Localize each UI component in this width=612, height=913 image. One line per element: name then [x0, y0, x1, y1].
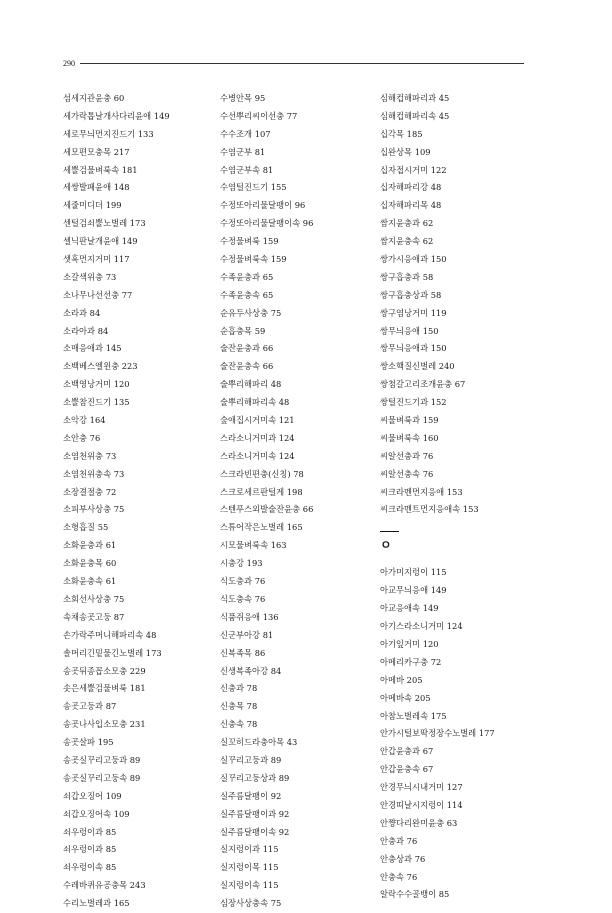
index-entry: 시모물벼룩속 163: [220, 540, 287, 551]
index-entry: 쌈지윤충과 62: [380, 218, 434, 229]
index-entry: 알락수수골뱅이 85: [380, 889, 450, 900]
index-entry: 안가시털보딱정장수노벌레 177: [380, 728, 495, 739]
index-entry: 쌍첨갈고리조개윤충 67: [380, 379, 466, 390]
index-entry: 아기스라소니거미 124: [380, 621, 463, 632]
index-entry: 안갑윤충과 67: [380, 746, 434, 757]
index-entry: 소화윤충속 61: [63, 576, 117, 587]
index-entry: 신군부아강 81: [220, 629, 274, 640]
index-entry: 씨크라멘먼지응애 153: [380, 486, 463, 497]
index-entry: 아교무늬응애 149: [380, 585, 447, 596]
index-entry: 수염군부 81: [220, 146, 266, 157]
index-entry: 쌍구흡충과 58: [380, 271, 434, 282]
index-entry: 실꾸리고둥과 89: [220, 754, 282, 765]
index-entry: 십각목 185: [380, 128, 423, 139]
index-entry: 소갈색위충 73: [63, 271, 117, 282]
index-entry: 세가락톱날개사다리윤애 149: [63, 110, 170, 121]
index-entry: 십자해파리목 48: [380, 200, 442, 211]
index-entry: 술잔윤충과 66: [220, 343, 274, 354]
index-entry: 센털검쇠뿔노벌레 173: [63, 218, 146, 229]
index-entry: 식도충속 76: [220, 593, 266, 604]
index-entry: 십자접시거미 122: [380, 164, 447, 175]
index-entry: 손가락주머니해파리속 48: [63, 629, 157, 640]
index-entry: 실꼬히드라충아목 43: [220, 737, 298, 748]
index-entry: 십자해파리강 48: [380, 182, 442, 193]
index-column-3: [380, 90, 495, 904]
index-entry: 스텐푸스외발술잔윤충 66: [220, 504, 314, 515]
index-entry: 소백베스엘윈충 223: [63, 361, 138, 372]
index-entry: 송곳고둥과 87: [63, 701, 117, 712]
index-entry: 수수조개 107: [220, 128, 271, 139]
index-entry: 안경띠날시지렁이 114: [380, 799, 463, 810]
index-entry: 신생복족아강 84: [220, 665, 282, 676]
index-entry: 아기잎거미 120: [380, 638, 439, 649]
index-entry: 소라아과 84: [63, 325, 109, 336]
index-entry: 식품쥐응애 136: [220, 611, 279, 622]
index-entry: 소피부사상충 75: [63, 504, 125, 515]
index-entry: 아메바 205: [380, 674, 423, 685]
index-entry: 신충과 78: [220, 683, 258, 694]
index-entry: 십완상목 109: [380, 146, 431, 157]
index-entry: 씨물벼룩과 159: [380, 415, 439, 426]
index-column-1: [63, 90, 170, 913]
index-entry: 아메리카구충 72: [380, 656, 442, 667]
index-entry: 쇠우렁이과 85: [63, 826, 117, 837]
index-entry: 실주름달팽이과 92: [220, 808, 290, 819]
index-entry: 쌈지윤충속 62: [380, 236, 434, 247]
index-entry: 소라과 84: [63, 307, 101, 318]
index-entry: 소나무나선선충 77: [63, 289, 133, 300]
index-entry: 실지렁이과 115: [220, 844, 279, 855]
index-entry: 쌍구염낭거미 119: [380, 307, 447, 318]
index-entry: 쌍털진드기과 152: [380, 397, 447, 408]
index-entry: 실지렁이속 115: [220, 880, 279, 891]
index-entry: 수선뿌리씨이선충 77: [220, 110, 298, 121]
index-entry: 스라소니거미과 124: [220, 432, 295, 443]
index-entry: 시충강 193: [220, 558, 263, 569]
index-entry: 쇠갑오징어 109: [63, 790, 122, 801]
index-entry: 송곳뒤종꼽소모충 229: [63, 665, 146, 676]
index-column-3-lower: [380, 564, 495, 904]
index-entry: 씨알선충속 76: [380, 468, 434, 479]
index-entry: 수레바퀴유공충목 243: [63, 880, 146, 891]
index-entry: 스튜어작은노벌레 165: [220, 522, 303, 533]
index-entry: 안경무늬시내거미 127: [380, 782, 463, 793]
index-entry: 쌍무늬응애 150: [380, 325, 439, 336]
index-entry: 소뿔참진드기 135: [63, 397, 130, 408]
index-entry: 안갑윤충속 67: [380, 764, 434, 775]
index-entry: 쇠우렁이속 85: [63, 862, 117, 873]
index-entry: 식도충과 76: [220, 576, 266, 587]
index-entry: 쇠우렁이과 85: [63, 844, 117, 855]
index-entry: 안충상과 76: [380, 853, 426, 864]
index-entry: 소백영낭거미 120: [63, 379, 130, 390]
index-entry: 소장결절충 72: [63, 486, 117, 497]
index-entry: 아메바속 205: [380, 692, 431, 703]
index-entry: 실지렁이목 115: [220, 862, 279, 873]
index-entry: 안충과 76: [380, 835, 418, 846]
index-entry: 심해컵해파리속 45: [380, 110, 450, 121]
section-divider: [380, 531, 399, 532]
index-entry: 수족윤충속 65: [220, 289, 274, 300]
index-column-2: [220, 90, 313, 913]
index-column-3-upper: [380, 90, 495, 519]
index-entry: 순유두사상충 75: [220, 307, 282, 318]
index-entry: 스라소니거미속 124: [220, 450, 295, 461]
index-entry: 신복족목 86: [220, 647, 266, 658]
index-entry: 안충속 76: [380, 871, 418, 882]
index-entry: 술뿌리해파리 48: [220, 379, 282, 390]
index-entry: 심장사상충속 75: [220, 898, 282, 909]
index-entry: 쌍무늬응애과 150: [380, 343, 447, 354]
index-entry: 소안충 76: [63, 432, 101, 443]
index-entry: 송곳실꾸리고둥속 89: [63, 772, 141, 783]
index-entry: 수정또아리물달팽이 96: [220, 200, 306, 211]
index-entry: 숲애집시거미속 121: [220, 415, 295, 426]
index-entry: 안쨩다리완미윤충 63: [380, 817, 458, 828]
index-entry: 씨크라멘트먼지응애속 153: [380, 504, 479, 515]
index-entry: 아참노벌레속 175: [380, 710, 447, 721]
index-entry: 송곳나사입소모충 231: [63, 719, 146, 730]
index-entry: 씨물벼룩속 160: [380, 432, 439, 443]
index-entry: 소악강 164: [63, 415, 106, 426]
index-entry: 실주름달팽이속 92: [220, 826, 290, 837]
page-number: 290: [63, 59, 75, 68]
index-entry: 소화윤충목 60: [63, 558, 117, 569]
index-entry: 솔머리긴밑물긴노벌레 173: [63, 647, 162, 658]
index-entry: 수염군부속 81: [220, 164, 274, 175]
index-entry: 속채송곳고둥 87: [63, 611, 125, 622]
index-entry: 송곳실꾸리고둥과 89: [63, 754, 141, 765]
index-entry: 스크로세르판털게 198: [220, 486, 303, 497]
section-heading: ㅇ: [380, 538, 392, 553]
index-entry: 스크라빈편충(신칭) 78: [220, 468, 304, 479]
index-entry: 실꾸리고둥상과 89: [220, 772, 290, 783]
index-entry: 소염천위충속 73: [63, 468, 125, 479]
index-entry: 술뿌리해파리속 48: [220, 397, 290, 408]
index-entry: 씨알선충과 76: [380, 450, 434, 461]
index-entry: 세쌍발패윤애 148: [63, 182, 130, 193]
index-entry: 수정물벼룩 159: [220, 236, 279, 247]
index-entry: 세로무늬먼지진드기 133: [63, 128, 154, 139]
index-entry: 수족윤충과 65: [220, 271, 274, 282]
index-entry: 쌍가시응애과 150: [380, 254, 447, 265]
index-entry: 소회선사상충 75: [63, 593, 125, 604]
index-entry: 심해컵해파리과 45: [380, 93, 450, 103]
index-entry: 세줄미디더 199: [63, 200, 122, 211]
index-entry: 소화윤충과 61: [63, 540, 117, 551]
index-entry: 수병안목 95: [220, 93, 266, 103]
index-entry: 수정또아리물달팽이속 96: [220, 218, 314, 229]
index-entry: 셀닉판날개윤애 149: [63, 236, 138, 247]
index-entry: 세뿔검물벼룩속 181: [63, 164, 138, 175]
index-entry: 아가미지렁이 115: [380, 567, 447, 578]
index-entry: 소형흡질 55: [63, 522, 109, 533]
index-entry: 실주름달팽이 92: [220, 790, 282, 801]
index-entry: 쌍구흡충상과 58: [380, 289, 442, 300]
index-entry: 순흡충목 59: [220, 325, 266, 336]
index-entry: 수정물벼룩속 159: [220, 254, 287, 265]
index-entry: 신충속 78: [220, 719, 258, 730]
index-entry: 섬세지관윤충 60: [63, 93, 125, 103]
index-entry: 송곳살파 195: [63, 737, 114, 748]
header-rule: [80, 63, 524, 64]
index-entry: 세모편모충목 217: [63, 146, 130, 157]
index-entry: 소매응애과 145: [63, 343, 122, 354]
index-entry: 신충목 78: [220, 701, 258, 712]
index-entry: 아교응애속 149: [380, 603, 439, 614]
index-entry: 쌍소핵질신벌레 240: [380, 361, 455, 372]
index-entry: 셋혹먼지거미 117: [63, 254, 130, 265]
index-entry: 수염털진드기 155: [220, 182, 287, 193]
index-entry: 술잔윤충속 66: [220, 361, 274, 372]
index-entry: 소염천위충 73: [63, 450, 117, 461]
index-entry: 수리노벌레과 165: [63, 898, 130, 909]
index-entry: 쇠갑오징어속 109: [63, 808, 130, 819]
index-entry: 솟은세뿔검물벼룩 181: [63, 683, 146, 694]
